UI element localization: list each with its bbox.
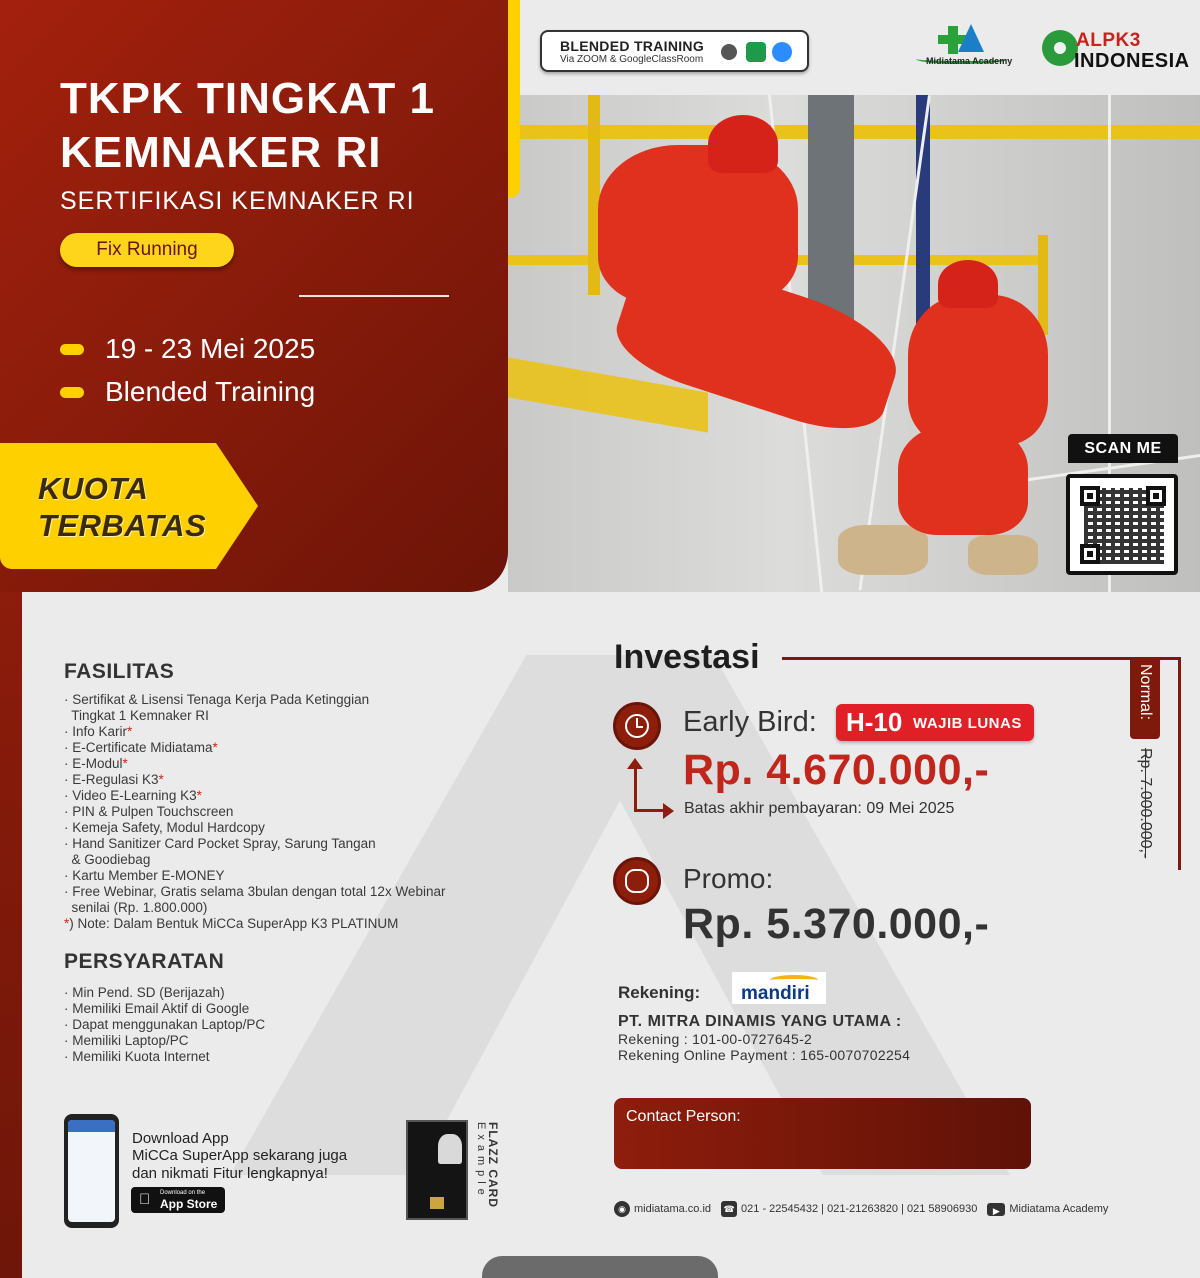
bullet-icon xyxy=(60,344,84,355)
contact-person-label: Contact Person: xyxy=(626,1108,741,1125)
contact-person-box[interactable] xyxy=(614,1098,1031,1169)
youtube-channel[interactable]: Midiatama Academy xyxy=(1009,1203,1109,1215)
rekening-label: Rekening: xyxy=(618,983,701,1002)
fasilitas-item: · E-Certificate Midiatama* xyxy=(64,740,218,755)
page-title: TKPK TINGKAT 1 KEMNAKER RI xyxy=(60,74,435,177)
alpk3-indonesia-logo: ALPK3 INDONESIA xyxy=(1022,28,1182,74)
mode-row xyxy=(60,376,315,408)
arrow-right-icon xyxy=(663,803,674,819)
quota-text: KUOTA TERBATAS xyxy=(38,471,207,543)
bottom-tab xyxy=(482,1256,718,1278)
persyaratan-item: · Dapat menggunakan Laptop/PC xyxy=(64,1017,266,1032)
qr-code[interactable] xyxy=(1066,474,1178,575)
page-subtitle: SERTIFIKASI KEMNAKER RI xyxy=(60,187,415,215)
promo-price: Rp. 5.370.000,- xyxy=(683,900,990,948)
h10-badge: H-10 WAJIB LUNAS xyxy=(836,704,1034,741)
investasi-line-vertical xyxy=(1178,657,1181,870)
divider xyxy=(299,295,449,297)
status-badge: Fix Running xyxy=(60,233,234,267)
globe-icon: ◉ xyxy=(614,1201,630,1217)
youtube-icon: ▶ xyxy=(987,1203,1005,1216)
scan-me-label: SCAN ME xyxy=(1068,434,1178,463)
persyaratan-item: · Min Pend. SD (Berijazah) xyxy=(64,985,225,1000)
download-app-text: MiCCa SuperApp sekarang juga dan nikmati Fitur lengkapnya! xyxy=(132,1147,348,1182)
fasilitas-item: · Sertifikat & Lisensi Tenaga Kerja Pada Ketinggian xyxy=(64,692,370,707)
phone-numbers: 021 - 22545432 | 021-21263820 | 021 58906930 xyxy=(741,1203,978,1215)
app-store-button[interactable]: Download on the App Store xyxy=(131,1187,225,1213)
persyaratan-list xyxy=(64,985,265,1065)
flazz-card-example: Example xyxy=(475,1122,487,1200)
investasi-heading: Investasi xyxy=(614,638,760,676)
flazz-card-image xyxy=(406,1120,468,1220)
fasilitas-item: senilai (Rp. 1.800.000) xyxy=(67,900,208,915)
payment-deadline: Batas akhir pembayaran: 09 Mei 2025 xyxy=(684,800,955,817)
left-accent-strip xyxy=(0,592,22,1278)
flazz-card-label: FLAZZ CARD xyxy=(486,1122,500,1208)
early-bird-price: Rp. 4.670.000,- xyxy=(683,746,990,794)
phone-icon: ☎ xyxy=(721,1201,737,1217)
fasilitas-item: · E-Regulasi K3* xyxy=(64,772,164,787)
download-app-title: Download App xyxy=(132,1130,229,1147)
training-mode: Blended Training xyxy=(105,376,316,407)
fasilitas-item: · Hand Sanitizer Card Pocket Spray, Sarung Tangan xyxy=(64,836,376,851)
company-name: PT. MITRA DINAMIS YANG UTAMA : xyxy=(618,1013,902,1030)
zoom-icon xyxy=(772,42,792,62)
mandiri-logo: mandiri xyxy=(732,972,826,1004)
normal-price: Rp. 7.000.000,- xyxy=(1137,748,1154,859)
fasilitas-item: Tingkat 1 Kemnaker RI xyxy=(67,708,209,723)
bullet-icon xyxy=(60,387,84,398)
website-link[interactable]: midiatama.co.id xyxy=(634,1203,712,1215)
clock-icon xyxy=(613,702,661,750)
fasilitas-item: · Info Karir* xyxy=(64,724,133,739)
persyaratan-item: · Memiliki Email Aktif di Google xyxy=(64,1001,250,1016)
apple-icon xyxy=(139,1191,150,1208)
normal-label: Normal: xyxy=(1137,664,1154,721)
blended-training-badge xyxy=(540,30,809,72)
rekening-number: Rekening : 101-00-0727645-2 xyxy=(618,1031,813,1047)
persyaratan-item: · Memiliki Kuota Internet xyxy=(64,1049,210,1064)
fasilitas-note: *) Note: Dalam Bentuk MiCCa SuperApp K3 PLATINUM xyxy=(64,916,399,931)
fasilitas-item: & Goodiebag xyxy=(67,852,151,867)
date-row xyxy=(60,333,315,365)
discount-tag-icon xyxy=(613,857,661,905)
fasilitas-item: · E-Modul* xyxy=(64,756,128,771)
early-bird-label: Early Bird: xyxy=(683,706,817,738)
rekening-online-number: Rekening Online Payment : 165-0070702254 xyxy=(618,1047,911,1063)
arrow-icon xyxy=(634,764,637,812)
fasilitas-item: · Kartu Member E-MONEY xyxy=(64,868,225,883)
midiatama-academy-logo: Midiatama Academy xyxy=(912,22,1012,72)
fasilitas-item: · Free Webinar, Gratis selama 3bulan dengan total 12x Webinar xyxy=(64,884,446,899)
fasilitas-item: · Kemeja Safety, Modul Hardcopy xyxy=(64,820,265,835)
persyaratan-heading: PERSYARATAN xyxy=(64,950,225,973)
fasilitas-list xyxy=(64,692,445,932)
fasilitas-heading: FASILITAS xyxy=(64,660,175,683)
fasilitas-item: · PIN & Pulpen Touchscreen xyxy=(64,804,234,819)
webcam-icon xyxy=(721,44,737,60)
arrow-up-icon xyxy=(627,758,643,769)
badge-subtitle: Via ZOOM & GoogleClassRoom xyxy=(560,54,704,65)
google-classroom-icon xyxy=(746,42,766,62)
investasi-line xyxy=(782,657,1180,660)
footer xyxy=(614,1201,1108,1217)
training-date: 19 - 23 Mei 2025 xyxy=(105,333,316,364)
phone-app-preview xyxy=(64,1114,119,1228)
badge-title: BLENDED TRAINING xyxy=(560,38,705,54)
persyaratan-item: · Memiliki Laptop/PC xyxy=(64,1033,189,1048)
fasilitas-item: · Video E-Learning K3* xyxy=(64,788,202,803)
promo-label: Promo: xyxy=(683,863,774,894)
